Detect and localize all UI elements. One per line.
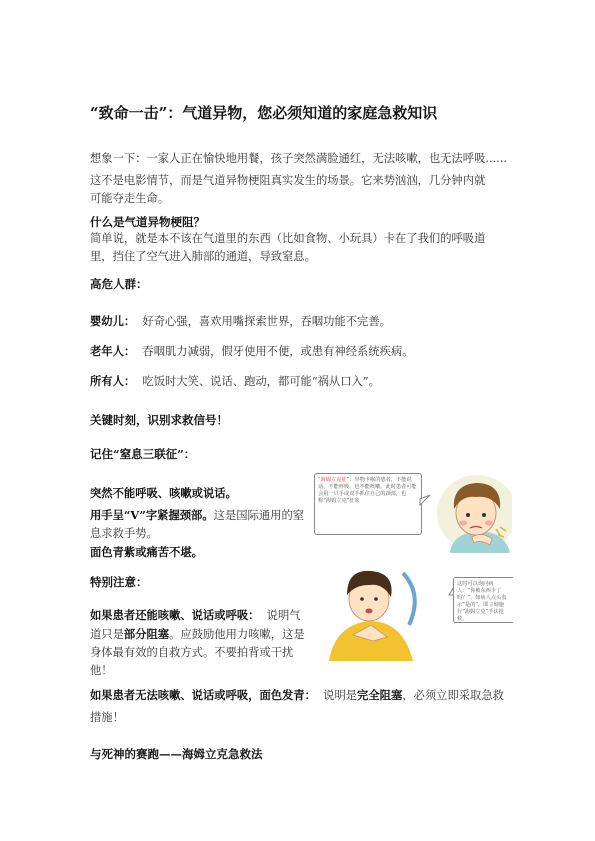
- risk-text: 吞咽肌力减弱，假牙使用不便，或患有神经系统疾病。: [142, 345, 414, 358]
- risk-label: 婴幼儿：: [90, 314, 136, 328]
- complete-bold-2: 完全阻塞: [357, 688, 403, 702]
- complete-text-1: 说明是: [323, 689, 358, 702]
- triad-item-1: 突然不能呼吸、咳嗽或说话。: [90, 486, 237, 500]
- risk-text: 好奇心强，喜欢用嘴探索世界，吞咽功能不完善。: [142, 315, 391, 328]
- page-title: “致命一击”：气道异物，您必须知道的家庭急救知识: [90, 104, 438, 122]
- complete-obstruction-note: [90, 684, 508, 729]
- risk-item-infant: [90, 312, 391, 331]
- partial-text-1: 说明气道只是: [90, 609, 301, 641]
- attention-heading: 特别注意：: [90, 575, 148, 589]
- bubble-text: 这时可以询问病人：“你被东西卡了吗？”，如病人点头表示“是的”，即立刻施行“海姆立克”手法抢救。: [457, 581, 507, 622]
- partial-obstruction-note: [90, 606, 305, 680]
- bubble-text: ：异物卡喉的患者，不能说话，不能呼吸，也不能咳嗽。此时患者可能会用一只手或双手抓住自己的颈部，也称“海姆立克”征象: [318, 477, 417, 504]
- illustration-v-sign-boy: [313, 555, 513, 661]
- risk-text: 吃饭时大笑、说话、跑动，都可能“祸从口入”。: [142, 375, 380, 388]
- risk-heading: 高危人群：: [90, 277, 148, 291]
- bubble-highlight: “海姆立克征”: [318, 477, 350, 483]
- what-body: 简单说，就是本不该在气道里的东西（比如食物、小玩具）卡在了我们的呼吸道里，挡住了空气进入肺部的通道，导致窒息。: [90, 232, 486, 263]
- triad-item-2-text: 这是国际通用的窒息求救手势。: [90, 509, 305, 540]
- triad-heading: 记住“窒息三联征”：: [90, 447, 196, 461]
- partial-text-2: 。应鼓励他用力咳嗽，这是身体最有效的自救方式。不要拍背或干扰他！: [90, 628, 305, 677]
- triad-item-3: 面色青紫或痛苦不堪。: [90, 545, 203, 559]
- risk-label: 老年人：: [90, 344, 136, 358]
- risk-item-everyone: [90, 372, 380, 391]
- speech-bubble-2: [453, 577, 513, 623]
- triad-item-2: [90, 506, 305, 543]
- risk-label: 所有人：: [90, 374, 136, 388]
- partial-bold: 如果患者还能咳嗽、说话或呼吸：: [90, 608, 260, 622]
- complete-text-2: ，必须立即采取急救措施！: [90, 689, 504, 724]
- signal-heading: 关键时刻，识别求救信号！: [90, 413, 228, 427]
- intro-paragraph-1: 想象一下：一家人正在愉快地用餐，孩子突然满脸通红，无法咳嗽，也无法呼吸......: [90, 152, 507, 165]
- complete-bold: 如果患者无法咳嗽、说话或呼吸，面色发青：: [90, 688, 316, 702]
- what-heading: 什么是气道异物梗阻？: [90, 215, 205, 229]
- illustration-choking-boy: [312, 465, 512, 553]
- choking-boy-drawing: [312, 465, 512, 553]
- race-heading: 与死神的赛跑——海姆立克急救法: [90, 747, 263, 761]
- risk-item-elderly: [90, 342, 414, 361]
- partial-bold-2: 部分阻塞: [123, 627, 170, 641]
- intro-paragraph-2: 这不是电影情节，而是气道异物梗阻真实发生的场景。它来势汹汹，几分钟内就可能夺走生命。: [90, 174, 486, 205]
- triad-item-2-bold: 用手呈“V”字紧握颈部。: [90, 508, 214, 522]
